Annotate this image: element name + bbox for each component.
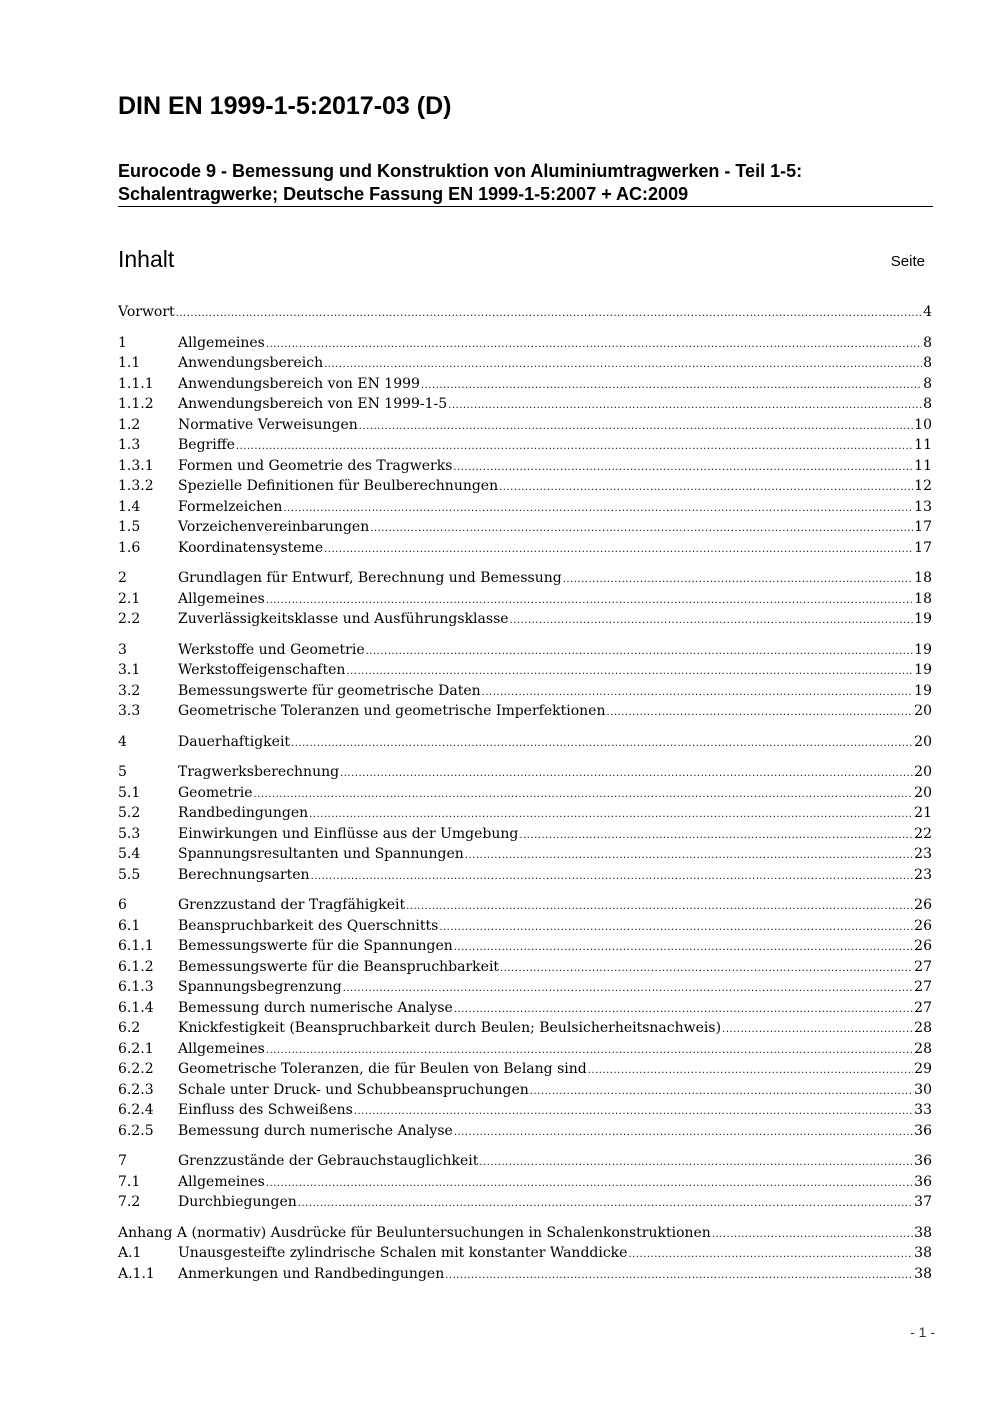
toc-entry-page: 8 [923, 396, 932, 412]
toc-entry-page: 28 [914, 1040, 932, 1057]
toc-entry[interactable] [118, 456, 932, 477]
toc-entry-page: 38 [914, 1224, 932, 1241]
toc-entry-title: Tragwerksberechnung [178, 764, 340, 780]
toc-entry-number: 6.1.4 [118, 999, 154, 1016]
document-title: DIN EN 1999-1-5:2017-03 (D) [118, 92, 452, 120]
toc-entry-title: Vorwort [118, 304, 175, 320]
toc-dot-leader [448, 396, 922, 415]
toc-entry-number: 2.2 [118, 611, 141, 627]
toc-entry[interactable] [118, 497, 932, 518]
toc-entry-title: Bemessungswerte für geometrische Daten [178, 682, 481, 699]
toc-entry-number: 5.5 [118, 866, 141, 883]
toc-entry-number: 1.1 [118, 355, 141, 371]
toc-entry-title: Anhang A (normativ) Ausdrücke für Beuluntersuchungen in Schalenkonstruktionen [118, 1224, 711, 1241]
toc-entry-number: 7.1 [118, 1173, 141, 1190]
toc-entry[interactable] [118, 394, 932, 415]
toc-entry-number: 5.4 [118, 846, 141, 862]
toc-entry-page: 33 [914, 1102, 932, 1118]
toc-entry-title: Normative Verweisungen [178, 416, 358, 433]
toc-entry-title: Geometrische Toleranzen, die für Beulen von Belang sind [178, 1061, 587, 1077]
toc-entry-page: 8 [923, 355, 932, 371]
toc-entry[interactable] [118, 660, 932, 681]
toc-entry-title: Allgemeines [178, 1173, 265, 1190]
toc-entry-page: 37 [914, 1194, 932, 1210]
toc-entry[interactable] [118, 1059, 932, 1080]
toc-entry-number: 6.2.1 [118, 1040, 154, 1057]
toc-entry[interactable] [118, 333, 932, 354]
toc-entry-title: Allgemeines [178, 334, 265, 351]
toc-entry[interactable] [118, 1172, 932, 1193]
toc-entry[interactable] [118, 1018, 932, 1039]
toc-dot-leader [445, 1266, 913, 1285]
toc-entry[interactable] [118, 1223, 932, 1244]
toc-entry-page: 36 [914, 1153, 932, 1169]
toc-dot-leader [254, 785, 914, 804]
toc-entry-page: 36 [914, 1173, 932, 1190]
page-number: - 1 - [910, 1324, 935, 1340]
toc-entry-title: Anwendungsbereich [178, 355, 324, 371]
toc-entry[interactable] [118, 435, 932, 456]
toc-entry-title: Unausgesteifte zylindrische Schalen mit konstanter Wanddicke [178, 1245, 628, 1261]
toc-entry[interactable] [118, 1192, 932, 1213]
toc-entry-number: 6.1.1 [118, 938, 154, 954]
toc-entry[interactable] [118, 302, 932, 323]
toc-heading: Inhalt [118, 246, 175, 272]
toc-entry-number: 6.1.2 [118, 958, 154, 975]
subtitle-line-1: Eurocode 9 - Bemessung und Konstruktion von Aluminiumtragwerken - Teil 1-5: [118, 161, 803, 181]
toc-dot-leader [421, 376, 922, 395]
toc-entry-number: 7.2 [118, 1194, 141, 1210]
toc-entry-number: 1.3.2 [118, 478, 154, 494]
toc-entry-number: 3.1 [118, 662, 141, 678]
toc-entry-number: 5.2 [118, 805, 141, 821]
toc-entry-title: Grenzzustand der Tragfähigkeit [178, 897, 406, 913]
toc-entry-page: 17 [914, 539, 932, 556]
toc-dot-leader [628, 1245, 913, 1264]
toc-entry-page: 36 [914, 1122, 932, 1139]
toc-entry-title: Geometrie [178, 784, 253, 801]
toc-entry[interactable] [118, 957, 932, 978]
toc-dot-leader [283, 499, 913, 518]
toc-dot-leader [340, 764, 913, 783]
toc-entry-number: 1.5 [118, 519, 141, 535]
toc-entry-page: 38 [914, 1265, 932, 1282]
toc-entry-number: 1.3.1 [118, 457, 154, 474]
subtitle-line-2: Schalentragwerke; Deutsche Fassung EN 1999-1-5:2007 + AC:2009 [118, 184, 689, 204]
toc-entry[interactable] [118, 589, 932, 610]
toc-entry-page: 18 [914, 570, 932, 586]
toc-entry-page: 8 [923, 334, 932, 351]
page-column-heading: Seite [890, 253, 925, 270]
toc-entry-title: Spannungsbegrenzung [178, 979, 342, 995]
toc-entry-number: A.1 [118, 1245, 142, 1261]
toc-entry[interactable] [118, 538, 932, 559]
toc-dot-leader [406, 897, 913, 916]
toc-entry-page: 23 [914, 846, 932, 862]
toc-entry-title: Allgemeines [178, 590, 265, 607]
toc-entry[interactable] [118, 844, 932, 865]
toc-entry[interactable] [118, 701, 932, 722]
toc-entry[interactable] [118, 1080, 932, 1101]
toc-entry-title: Berechnungsarten [178, 866, 310, 883]
toc-entry-number: 3.2 [118, 682, 141, 699]
toc-dot-leader [500, 959, 913, 978]
toc-entry-page: 19 [914, 662, 932, 678]
toc-entry-title: Anmerkungen und Randbedingungen [178, 1265, 445, 1282]
toc-entry-title: Randbedingungen [178, 805, 309, 821]
toc-entry-number: 7 [118, 1153, 127, 1169]
toc-entry-number: 1.1.2 [118, 396, 154, 412]
toc-entry[interactable] [118, 803, 932, 824]
toc-dot-leader [324, 540, 913, 559]
toc-dot-leader [266, 1174, 913, 1193]
toc-entry-title: Anwendungsbereich von EN 1999 [178, 375, 420, 392]
toc-entry-title: Grenzzustände der Gebrauchstauglichkeit [178, 1153, 479, 1169]
toc-dot-leader [530, 1082, 913, 1101]
toc-entry-page: 19 [914, 682, 932, 699]
toc-entry-page: 10 [914, 416, 932, 433]
toc-entry-number: 5.1 [118, 784, 141, 801]
toc-entry-page: 20 [914, 784, 932, 801]
toc-entry-page: 8 [923, 375, 932, 392]
toc-entry-number: 6.2.3 [118, 1081, 154, 1098]
toc-dot-leader [454, 1123, 913, 1142]
toc-entry-number: 1 [118, 334, 127, 351]
toc-entry-title: Durchbiegungen [178, 1194, 297, 1210]
toc-entry-title: Dauerhaftigkeit [178, 733, 291, 750]
toc-dot-leader [359, 417, 913, 436]
toc-entry-page: 27 [914, 979, 932, 995]
toc-dot-leader [563, 570, 913, 589]
toc-dot-leader [324, 355, 922, 374]
toc-entry[interactable] [118, 916, 932, 937]
toc-entry[interactable] [118, 895, 932, 916]
toc-entry-page: 11 [914, 437, 932, 453]
toc-dot-leader [519, 826, 913, 845]
toc-entry-number: 6.1 [118, 917, 141, 934]
toc-entry-number: 1.2 [118, 416, 141, 433]
toc-entry[interactable] [118, 517, 932, 538]
toc-entry-number: 2.1 [118, 590, 141, 607]
toc-entry-page: 17 [914, 519, 932, 535]
toc-dot-leader [291, 734, 913, 753]
toc-entry-title: Werkstoffe und Geometrie [178, 641, 365, 658]
toc-entry-number: 1.3 [118, 437, 141, 453]
toc-entry[interactable] [118, 476, 932, 497]
toc-entry-page: 27 [914, 999, 932, 1016]
toc-dot-leader [454, 1000, 913, 1019]
toc-entry-page: 21 [914, 805, 932, 821]
toc-entry[interactable] [118, 865, 932, 886]
toc-dot-leader [510, 611, 914, 630]
toc-entry[interactable] [118, 783, 932, 804]
toc-entry-page: 26 [914, 938, 932, 954]
toc-dot-leader [482, 683, 914, 702]
toc-entry-page: 29 [914, 1061, 932, 1077]
toc-entry-title: Anwendungsbereich von EN 1999-1-5 [178, 396, 448, 412]
toc-entry-page: 26 [914, 897, 932, 913]
toc-entry-title: Bemessung durch numerische Analyse [178, 1122, 453, 1139]
toc-dot-leader [712, 1225, 913, 1244]
toc-entry[interactable] [118, 353, 932, 374]
toc-entry-number: 3.3 [118, 703, 141, 719]
toc-entry-number: 3 [118, 641, 127, 658]
toc-entry-page: 22 [914, 825, 932, 842]
toc-entry-title: Koordinatensysteme [178, 539, 324, 556]
toc-dot-leader [266, 591, 913, 610]
toc-entry-title: Allgemeines [178, 1040, 265, 1057]
toc-dot-leader [479, 1153, 913, 1172]
toc-entry[interactable] [118, 998, 932, 1019]
toc-entry-title: Einfluss des Schweißens [178, 1102, 353, 1118]
toc-entry-title: Vorzeichenvereinbarungen [178, 519, 370, 535]
toc-entry-page: 30 [914, 1081, 932, 1098]
toc-entry-page: 18 [914, 590, 932, 607]
toc-entry-title: Werkstoffeigenschaften [178, 662, 346, 678]
toc-entry[interactable] [118, 1264, 932, 1285]
toc-entry-title: Spezielle Definitionen für Beulberechnungen [178, 478, 499, 494]
toc-entry-number: 1.4 [118, 498, 141, 515]
toc-entry-number: 5.3 [118, 825, 141, 842]
toc-dot-leader [354, 1102, 913, 1121]
toc-dot-leader [266, 335, 922, 354]
toc-dot-leader [298, 1194, 913, 1213]
toc-entry-number: 6.2.4 [118, 1102, 154, 1118]
toc-entry[interactable] [118, 681, 932, 702]
toc-entry-number: 6 [118, 897, 127, 913]
toc-entry-page: 28 [914, 1020, 932, 1036]
toc-entry-title: Formelzeichen [178, 498, 283, 515]
toc-entry[interactable] [118, 609, 932, 630]
toc-dot-leader [266, 1041, 913, 1060]
toc-dot-leader [343, 979, 913, 998]
toc-entry[interactable] [118, 415, 932, 436]
toc-dot-leader [453, 458, 913, 477]
toc-dot-leader [366, 642, 914, 661]
toc-entry-title: Einwirkungen und Einflüsse aus der Umgebung [178, 825, 519, 842]
toc-entry[interactable] [118, 1121, 932, 1142]
toc-entry[interactable] [118, 1039, 932, 1060]
toc-dot-leader [722, 1020, 913, 1039]
toc-entry-number: 6.2 [118, 1020, 141, 1036]
toc-entry-page: 4 [923, 304, 932, 320]
toc-dot-leader [346, 662, 913, 681]
toc-entry-number: A.1.1 [118, 1265, 155, 1282]
toc-entry-page: 38 [914, 1245, 932, 1261]
toc-dot-leader [309, 805, 913, 824]
title-divider [118, 206, 933, 207]
toc-entry-number: 5 [118, 764, 127, 780]
toc-entry-page: 12 [914, 478, 932, 494]
toc-entry-title: Bemessung durch numerische Analyse [178, 999, 453, 1016]
toc-entry[interactable] [118, 640, 932, 661]
toc-entry-page: 20 [914, 733, 932, 750]
toc-entry-title: Spannungsresultanten und Spannungen [178, 846, 464, 862]
toc-entry-page: 19 [914, 611, 932, 627]
toc-entry-page: 20 [914, 703, 932, 719]
toc-dot-leader [606, 703, 913, 722]
toc-dot-leader [465, 846, 913, 865]
toc-entry-title: Grundlagen für Entwurf, Berechnung und Bemessung [178, 570, 562, 586]
toc-entry[interactable] [118, 977, 932, 998]
toc-entry[interactable] [118, 1151, 932, 1172]
toc-dot-leader [311, 867, 914, 886]
toc-dot-leader [454, 938, 913, 957]
toc-entry-number: 6.2.2 [118, 1061, 154, 1077]
toc-entry-title: Formen und Geometrie des Tragwerks [178, 457, 453, 474]
toc-entry-number: 1.6 [118, 539, 141, 556]
toc-entry-title: Knickfestigkeit (Beanspruchbarkeit durch Beulen; Beulsicherheitsnachweis) [178, 1020, 722, 1036]
toc-entry-title: Schale unter Druck- und Schubbeanspruchungen [178, 1081, 529, 1098]
toc-entry-number: 4 [118, 733, 127, 750]
toc-entry-title: Beanspruchbarkeit des Querschnitts [178, 917, 439, 934]
toc-entry[interactable] [118, 936, 932, 957]
toc-entry-title: Begriffe [178, 437, 235, 453]
toc-entry-number: 6.2.5 [118, 1122, 154, 1139]
toc-entry-number: 6.1.3 [118, 979, 154, 995]
toc-entry[interactable] [118, 762, 932, 783]
toc-dot-leader [439, 918, 913, 937]
toc-entry-title: Zuverlässigkeitsklasse und Ausführungsklasse [178, 611, 509, 627]
document-subtitle [118, 160, 933, 206]
toc-entry-page: 23 [914, 866, 932, 883]
toc-entry[interactable] [118, 824, 932, 845]
toc-entry[interactable] [118, 1100, 932, 1121]
toc-dot-leader [236, 437, 913, 456]
toc-entry-page: 26 [914, 917, 932, 934]
toc-entry-number: 2 [118, 570, 127, 586]
toc-entry-page: 20 [914, 764, 932, 780]
toc-entry[interactable] [118, 1243, 932, 1264]
toc-entry[interactable] [118, 732, 932, 753]
toc-entry-number: 1.1.1 [118, 375, 154, 392]
toc-entry-page: 13 [914, 498, 932, 515]
toc-entry-page: 19 [914, 641, 932, 658]
table-of-contents [118, 302, 932, 1284]
toc-dot-leader [588, 1061, 913, 1080]
toc-dot-leader [370, 519, 913, 538]
toc-entry[interactable] [118, 568, 932, 589]
toc-entry-title: Geometrische Toleranzen und geometrische Imperfektionen [178, 703, 606, 719]
toc-entry-title: Bemessungswerte für die Beanspruchbarkeit [178, 958, 500, 975]
toc-dot-leader [176, 304, 922, 323]
toc-entry-page: 11 [914, 457, 932, 474]
toc-entry-page: 27 [914, 958, 932, 975]
toc-entry-title: Bemessungswerte für die Spannungen [178, 938, 453, 954]
toc-dot-leader [499, 478, 913, 497]
toc-entry[interactable] [118, 374, 932, 395]
